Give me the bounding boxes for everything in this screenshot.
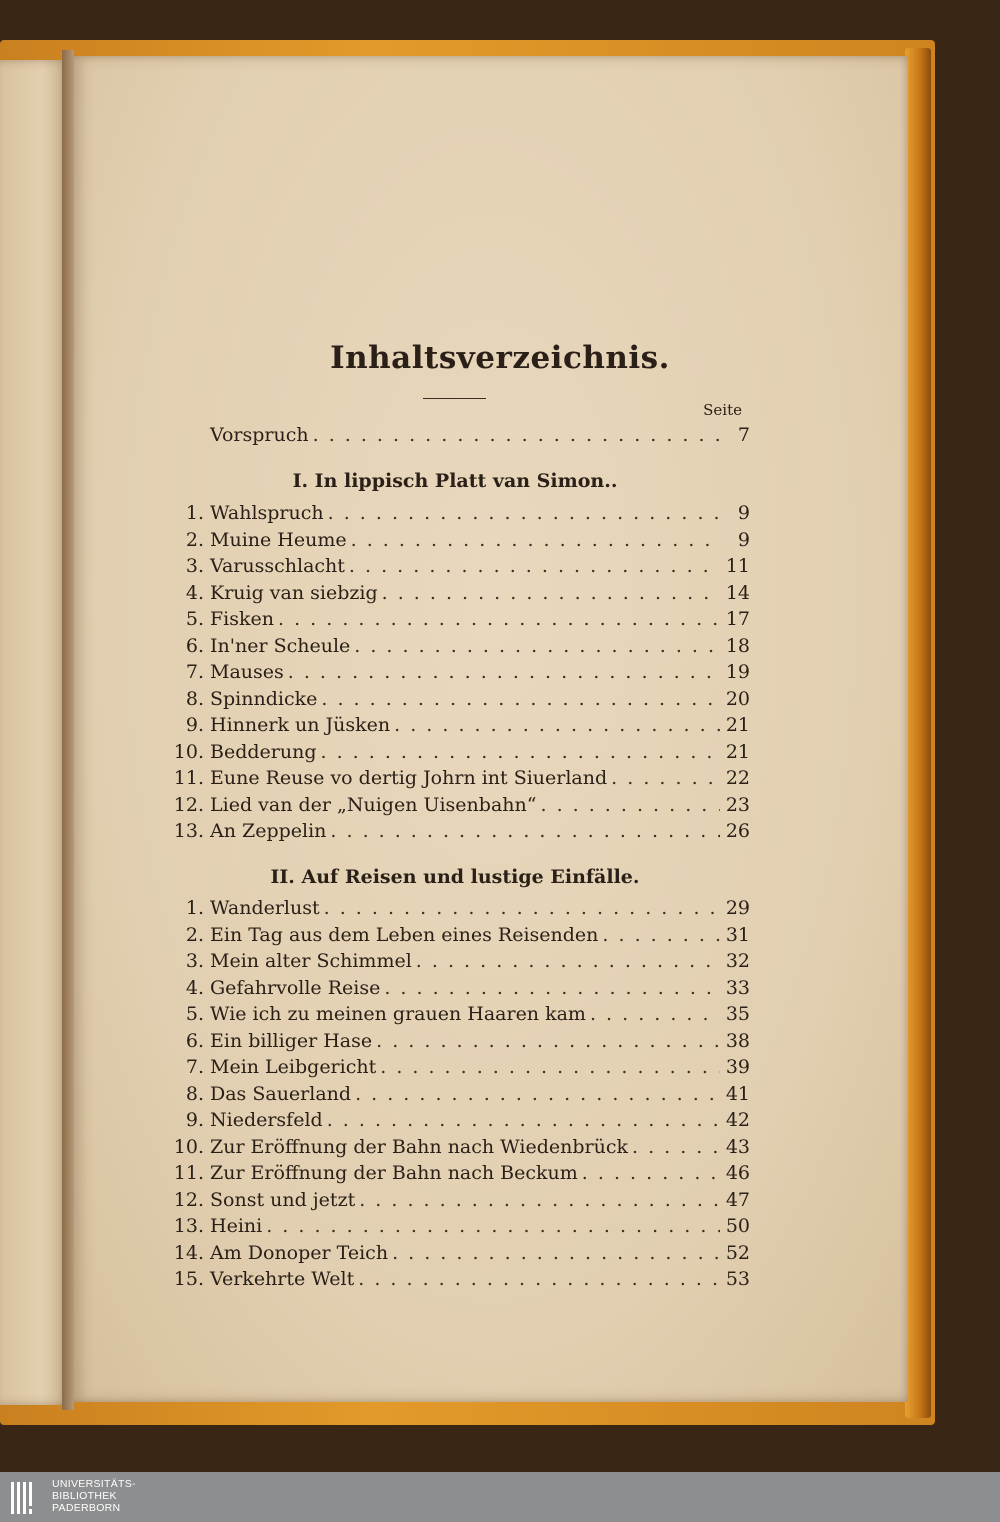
entry-page: 22	[725, 767, 750, 789]
entry-title: Das Sauerland	[210, 1082, 352, 1105]
entry-number: 2.	[185, 923, 204, 946]
entry-number: 4.	[185, 976, 204, 999]
toc-entry	[160, 1189, 750, 1215]
entry-page: 19	[725, 661, 750, 683]
entry-title: Fisken	[210, 608, 275, 630]
entry-title: Niedersfeld	[210, 1109, 323, 1131]
leader-dots	[590, 1003, 720, 1025]
entry-page: 21	[725, 714, 750, 736]
toc-entry	[160, 1215, 750, 1241]
entry-page: 11	[725, 555, 750, 577]
entry-title: Wie ich zu meinen grauen Haaren kam	[210, 1003, 586, 1025]
entry-number: 12.	[173, 793, 204, 816]
entry-page: 52	[725, 1241, 750, 1264]
leader-dots	[351, 529, 720, 551]
leader-dots	[382, 582, 720, 604]
entry-page: 42	[725, 1109, 750, 1131]
library-name-line1: UNIVERSITÄTS-	[52, 1478, 136, 1490]
entry-title: In'ner Scheule	[210, 634, 351, 657]
entry-page: 32	[725, 950, 750, 972]
library-footer	[0, 1472, 1000, 1522]
toc-entry	[160, 635, 750, 661]
entry-title: Eune Reuse vo dertig Johrn int Siuerland	[210, 767, 608, 789]
page-title: Inhaltsverzeichnis.	[330, 340, 670, 376]
entry-number: 13.	[173, 1215, 204, 1237]
entry-page: 14	[725, 581, 750, 604]
toc-entry	[160, 950, 750, 976]
entry-title: Mein Leibgericht	[210, 1056, 377, 1078]
entry-title: Sonst und jetzt	[210, 1188, 356, 1211]
leader-dots	[359, 1189, 720, 1211]
section-heading: I. In lippisch Platt van Simon..	[292, 470, 618, 492]
leader-dots	[278, 608, 720, 630]
library-name-line3: PADERBORN	[52, 1502, 121, 1514]
entry-page: 50	[725, 1215, 750, 1237]
leader-dots	[330, 820, 720, 842]
leader-dots	[394, 714, 720, 736]
entry-number: 12.	[173, 1188, 204, 1211]
entry-number: 11.	[173, 1162, 204, 1184]
toc-entry	[160, 502, 750, 528]
leader-dots	[602, 924, 720, 946]
entry-page: 18	[725, 634, 750, 657]
entry-title: Gefahrvolle Reise	[210, 976, 381, 999]
library-name-line2: BIBLIOTHEK	[52, 1490, 117, 1502]
leader-dots	[540, 794, 720, 816]
entry-number: 2.	[185, 528, 204, 551]
left-page-edge	[0, 60, 70, 1405]
leader-dots	[611, 767, 720, 789]
entry-page: 23	[725, 793, 750, 816]
entry-number: 8.	[185, 1082, 204, 1105]
entry-title: Am Donoper Teich	[210, 1241, 389, 1264]
entry-title: Hinnerk un Jüsken	[210, 714, 391, 736]
toc-entry	[160, 688, 750, 714]
leader-dots	[288, 661, 720, 683]
leader-dots	[321, 688, 720, 710]
entry-number: 10.	[173, 1135, 204, 1158]
entry-page: 9	[737, 502, 750, 524]
entry-title: Varusschlacht	[210, 555, 345, 577]
entry-number: 3.	[185, 950, 204, 972]
leader-dots	[324, 897, 720, 919]
leader-dots	[380, 1056, 720, 1078]
leader-dots	[416, 950, 720, 972]
entry-page: 29	[725, 897, 750, 919]
entry-title: An Zeppelin	[210, 820, 327, 842]
entry-page: 43	[725, 1135, 750, 1158]
toc-entry	[160, 1056, 750, 1082]
entry-page: 39	[725, 1056, 750, 1078]
entry-number: 7.	[185, 1056, 204, 1078]
entry-number: 6.	[185, 1029, 204, 1052]
entry-title: Kruig van siebzig	[210, 581, 378, 604]
toc-entry	[160, 924, 750, 950]
entry-page: 17	[725, 608, 750, 630]
entry-title: Mauses	[210, 661, 284, 683]
entry-number: 6.	[185, 634, 204, 657]
entry-number: 14.	[173, 1241, 204, 1264]
leader-dots	[392, 1242, 720, 1264]
leader-dots	[582, 1162, 720, 1184]
entry-page: 21	[725, 740, 750, 763]
entry-number: 5.	[185, 608, 204, 630]
toc-entry	[160, 1030, 750, 1056]
entry-number: 9.	[185, 1109, 204, 1131]
entry-page: 31	[725, 923, 750, 946]
entry-page: 33	[725, 976, 750, 999]
toc-entry	[160, 555, 750, 581]
toc-entry	[160, 1242, 750, 1268]
leader-dots	[266, 1215, 720, 1237]
entry-page: 7	[737, 424, 750, 446]
toc-entry	[160, 1003, 750, 1029]
leader-dots	[328, 502, 720, 524]
toc-entry	[160, 1109, 750, 1135]
entry-number: 5.	[185, 1003, 204, 1025]
leader-dots	[632, 1136, 720, 1158]
entry-title: Zur Eröffnung der Bahn nach Wiedenbrück	[210, 1135, 628, 1158]
leader-dots	[313, 424, 720, 446]
entry-title: Verkehrte Welt	[210, 1268, 355, 1290]
seite-label: Seite	[703, 401, 742, 419]
entry-title: Heini	[210, 1215, 263, 1237]
toc-entry	[160, 977, 750, 1003]
entry-page: 20	[725, 687, 750, 710]
entry-number: 11.	[173, 767, 204, 789]
toc-entry	[160, 714, 750, 740]
entry-number: 3.	[185, 555, 204, 577]
entry-number: 9.	[185, 714, 204, 736]
entry-number: 13.	[173, 820, 204, 842]
entry-title: Vorspruch	[210, 424, 309, 446]
toc-entry-vorspruch	[160, 424, 750, 450]
entry-number: 1.	[185, 897, 204, 919]
leader-dots	[358, 1268, 720, 1290]
toc-entry	[160, 529, 750, 555]
entry-page: 41	[725, 1082, 750, 1105]
leader-dots	[321, 741, 721, 763]
entry-title: Zur Eröffnung der Bahn nach Beckum	[210, 1162, 578, 1184]
entry-title: Bedderung	[210, 740, 317, 763]
toc-entry	[160, 582, 750, 608]
leader-dots	[384, 977, 720, 999]
entry-title: Lied van der „Nuigen Uisenbahn“	[210, 793, 537, 816]
toc-entry	[160, 608, 750, 634]
entry-page: 9	[737, 528, 750, 551]
entry-number: 10.	[173, 740, 204, 763]
toc-entry	[160, 1162, 750, 1188]
toc-entry	[160, 1268, 750, 1294]
leader-dots	[327, 1109, 720, 1131]
page-gutter	[62, 50, 74, 1410]
entry-title: Ein Tag aus dem Leben eines Reisenden	[210, 923, 599, 946]
entry-title: Ein billiger Hase	[210, 1029, 373, 1052]
entry-page: 47	[725, 1188, 750, 1211]
toc-entry	[160, 820, 750, 846]
entry-number: 1.	[185, 502, 204, 524]
entry-number: 8.	[185, 687, 204, 710]
leader-dots	[376, 1030, 720, 1052]
toc-entry	[160, 1083, 750, 1109]
section-heading: II. Auf Reisen und lustige Einfälle.	[270, 866, 640, 888]
leader-dots	[349, 555, 720, 577]
title-rule	[423, 398, 486, 399]
entry-number: 7.	[185, 661, 204, 683]
entry-page: 35	[725, 1003, 750, 1025]
entry-title: Muine Heume	[210, 528, 347, 551]
toc-entry	[160, 741, 750, 767]
entry-page: 53	[725, 1268, 750, 1290]
entry-title: Wanderlust	[210, 897, 320, 919]
leader-dots	[354, 635, 720, 657]
leader-dots	[355, 1083, 720, 1105]
toc-entry	[160, 794, 750, 820]
entry-page: 46	[725, 1162, 750, 1184]
toc-entry	[160, 897, 750, 923]
entry-title: Spinndicke	[210, 687, 318, 710]
entry-title: Mein alter Schimmel	[210, 950, 412, 972]
entry-title: Wahlspruch	[210, 502, 324, 524]
toc-entry	[160, 661, 750, 687]
cover-edge	[905, 48, 931, 1418]
toc-entry	[160, 1136, 750, 1162]
entry-number: 4.	[185, 581, 204, 604]
entry-number: 15.	[173, 1268, 204, 1290]
entry-page: 38	[725, 1029, 750, 1052]
entry-page: 26	[725, 820, 750, 842]
library-name	[52, 1478, 136, 1514]
library-logo-icon	[10, 1480, 44, 1516]
toc-entry	[160, 767, 750, 793]
